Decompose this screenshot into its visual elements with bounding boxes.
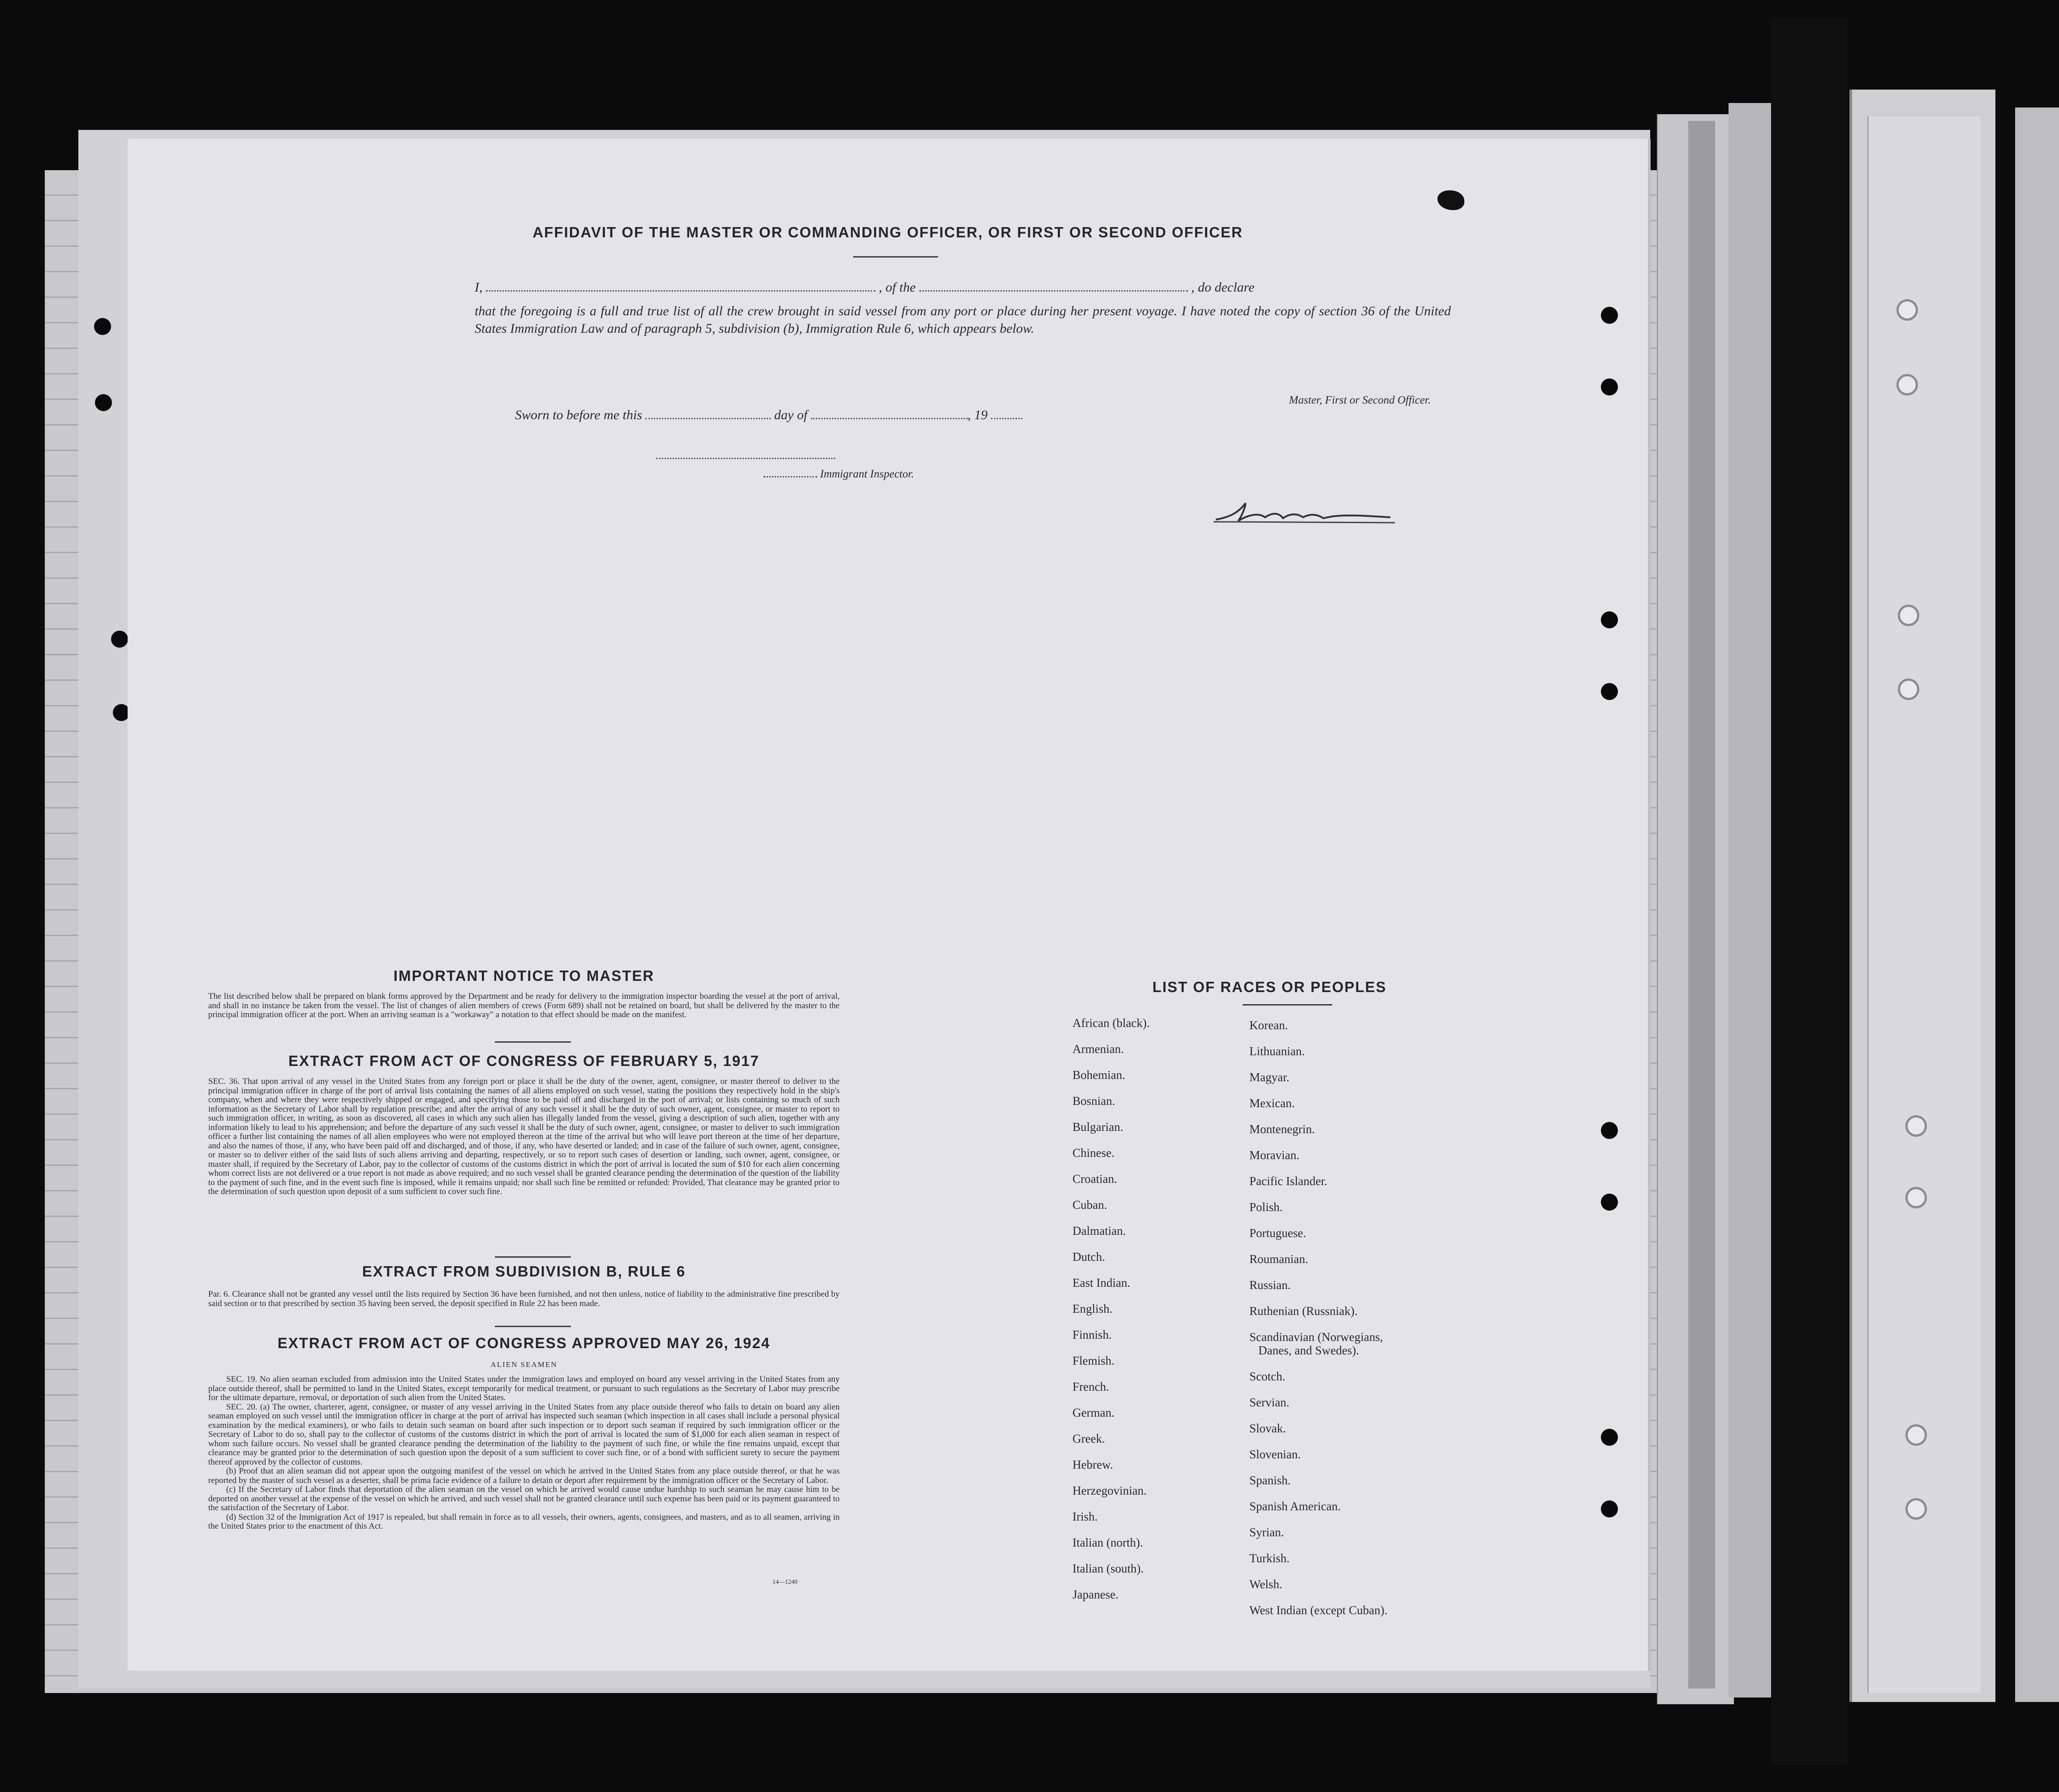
race-item: Italian (south). — [1072, 1562, 1144, 1575]
race-item: Croatian. — [1072, 1172, 1117, 1186]
race-item: Montenegrin. — [1249, 1122, 1315, 1136]
race-item: Polish. — [1249, 1200, 1283, 1214]
notice-text: The list described below shall be prepared on blank forms approved by the Department and be ready for delivery to the immigration inspector boarding the vessel at the port of arrival, and shall in no instance be taken from the vessel. The list of changes of alien members of crews (Form 689) shall not be retained on board, but shall be delivered by the master to the principal immigration officer at the port. When an arriving seaman is a "workaway" a notation to that effect should be made on the manifest. — [208, 992, 840, 1020]
race-item: German. — [1072, 1406, 1115, 1419]
race-item: Irish. — [1072, 1510, 1098, 1523]
sworn-line — [515, 408, 1022, 423]
punch-hole — [1601, 378, 1618, 395]
form-number: 14—1240 — [772, 1579, 798, 1586]
race-item: Herzegovinian. — [1072, 1484, 1147, 1497]
document-page — [128, 139, 1648, 1671]
punch-hole-ring — [1896, 299, 1918, 321]
punch-hole-ring — [1898, 679, 1919, 700]
declare-i-label: I, — [475, 280, 483, 295]
race-item: Spanish. — [1249, 1474, 1291, 1487]
punch-hole — [1601, 1194, 1618, 1211]
sworn-month-field[interactable] — [811, 413, 968, 419]
do-declare-label: , do declare — [1191, 280, 1255, 295]
race-item: Italian (north). — [1072, 1536, 1143, 1549]
inspector-caption-line — [764, 468, 914, 481]
race-item: Bosnian. — [1072, 1094, 1115, 1108]
extract-1917-title: EXTRACT FROM ACT OF CONGRESS OF FEBRUARY 5, 1917 — [288, 1053, 759, 1069]
section-divider — [495, 1256, 571, 1258]
extract-rule6-title: EXTRACT FROM SUBDIVISION B, RULE 6 — [362, 1263, 686, 1280]
section-20b-paragraph: (b) Proof that an alien seaman did not appear upon the outgoing manifest of the vessel on which he arrived in the United States from any place outside thereof, or that he was reported by the master of such vessel as a deserter, shall be prima facie evidence of a failure to detain or deport after requirement by the immigration officer or the Secretary of Labor. — [208, 1466, 840, 1485]
punch-hole — [1601, 307, 1618, 324]
punch-hole — [1601, 611, 1618, 628]
race-item: East Indian. — [1072, 1276, 1130, 1289]
race-item: Slovak. — [1249, 1422, 1286, 1435]
inspector-signature-field[interactable] — [656, 458, 835, 459]
sworn-label: Sworn to before me this — [515, 408, 642, 422]
race-item: Spanish American. — [1249, 1500, 1341, 1513]
day-of-label: day of — [774, 408, 808, 422]
races-title: LIST OF RACES OR PEOPLES — [1152, 979, 1387, 995]
punch-hole — [111, 631, 128, 648]
inspector-caption: Immigrant Inspector. — [820, 468, 914, 480]
notice-title: IMPORTANT NOTICE TO MASTER — [393, 967, 655, 984]
race-item: Bulgarian. — [1072, 1120, 1124, 1134]
race-item: Armenian. — [1072, 1042, 1124, 1056]
punch-hole — [1601, 1500, 1618, 1517]
punch-hole-ring — [1896, 374, 1918, 395]
race-item: Russian. — [1249, 1278, 1291, 1292]
signature-caption: Master, First or Second Officer. — [1289, 394, 1431, 406]
section-20a-paragraph: SEC. 20. (a) The owner, charterer, agent, consignee, or master of any vessel arriving in the United States from any place outside thereof who fails to detain on board any alien seaman employed on such vessel until the immigration officer in charge at the port of arrival has inspected such seaman (which inspection in all cases shall include a personal physical examination by the medical examiners), or who fails to detain such seaman on board after such inspection or to deport such seaman if required by such immigration officer or the Secretary of Labor to do so, shall pay to the collector of customs of the customs district in which the port of arrival is located the sum of $1,000 for each alien seaman in respect of whom such failure occurs. No vessel shall be granted clearance pending the determination of the liability to the payment of such fine, or while the fine remains unpaid, except that clearance may be granted prior to the determination of such question upon the deposit of a sum sufficient to cover such fine, or of a bond with sufficient surety to secure the payment thereof approved by the collector of customs. — [208, 1402, 840, 1467]
section-20d-paragraph: (d) Section 32 of the Immigration Act of 1917 is repealed, but shall remain in force as to all vessels, their owners, agents, consignees, and masters, and as to all seamen, arriving in the United States prior to the enactment of this Act. — [208, 1512, 840, 1531]
dark-gap — [1771, 18, 1847, 1765]
extract-1924-title: EXTRACT FROM ACT OF CONGRESS APPROVED MAY 26, 1924 — [277, 1335, 771, 1351]
master-signature — [1211, 495, 1399, 531]
section-20c-paragraph: (c) If the Secretary of Labor finds that deportation of the alien seaman on the vessel on which he arrived would cause undue hardship to such seaman he may cause him to be deported on another vessel at the expense of the vessel on which he arrived, and such vessel shall not be granted clearance until such expense has been paid or its payment guaranteed to the satisfaction of the Secretary of Labor. — [208, 1485, 840, 1513]
race-item: West Indian (except Cuban). — [1249, 1603, 1388, 1617]
race-item: Flemish. — [1072, 1354, 1115, 1367]
sworn-date-field[interactable] — [645, 413, 771, 419]
race-item: Scandinavian (Norwegians, — [1249, 1330, 1383, 1344]
race-item: Dalmatian. — [1072, 1224, 1126, 1238]
sworn-year-field[interactable] — [991, 413, 1022, 419]
race-item: Danes, and Swedes). — [1258, 1344, 1359, 1357]
punch-hole-ring — [1905, 1187, 1927, 1208]
race-item: Bohemian. — [1072, 1068, 1125, 1082]
race-item: African (black). — [1072, 1016, 1150, 1030]
section-divider — [495, 1326, 571, 1327]
adjacent-page-edge — [2015, 107, 2059, 1702]
race-item: Hebrew. — [1072, 1458, 1113, 1471]
race-item: Ruthenian (Russniak). — [1249, 1304, 1358, 1318]
race-item: Turkish. — [1249, 1551, 1290, 1565]
punch-hole-ring — [1905, 1115, 1927, 1137]
year-prefix-label: , 19 — [967, 408, 988, 422]
title-divider — [853, 256, 938, 258]
race-item: English. — [1072, 1302, 1113, 1315]
race-item: Cuban. — [1072, 1198, 1107, 1212]
punch-hole — [94, 318, 111, 335]
master-name-field[interactable] — [486, 286, 875, 292]
ink-blot — [1437, 190, 1464, 210]
affidavit-title: AFFIDAVIT OF THE MASTER OR COMMANDING OFFICER, OR FIRST OR SECOND OFFICER — [532, 224, 1243, 241]
race-item: Moravian. — [1249, 1148, 1300, 1162]
punch-hole — [1601, 1429, 1618, 1446]
races-divider — [1243, 1004, 1332, 1006]
race-item: Chinese. — [1072, 1146, 1115, 1160]
adjacent-page-right-inner — [1867, 116, 1981, 1693]
section-19-paragraph: SEC. 19. No alien seaman excluded from admission into the United States under the immigration laws and employed on board any vessel arriving in the United States from any place outside thereof, shall be permitted to land in the United States, except temporarily for medical treatment, or pursuant to such regulations as the Secretary of Labor may prescribe for the ultimate departure, removal, or deportation of such alien from the United States. — [208, 1375, 840, 1403]
race-item: Mexican. — [1249, 1096, 1295, 1110]
punch-hole — [95, 394, 112, 411]
extract-1924-subtitle: ALIEN SEAMEN — [490, 1360, 558, 1369]
extract-rule6-text: Par. 6. Clearance shall not be granted any vessel until the lists required by Section 36 have been furnished, and not then unless, notice of liability to the administrative fine prescribed by said section or to that prescribed by section 35 having been served, the deposit specified in Rule 22 has been made. — [208, 1289, 840, 1308]
section-divider — [495, 1041, 571, 1043]
inspector-field[interactable] — [764, 472, 817, 477]
punch-hole — [1601, 1122, 1618, 1139]
extract-1924-body — [208, 1375, 840, 1531]
race-item: Japanese. — [1072, 1588, 1119, 1601]
punch-hole-ring — [1898, 605, 1919, 626]
punch-hole — [1601, 683, 1618, 700]
race-item: Syrian. — [1249, 1526, 1284, 1539]
affidavit-declaration-line — [475, 280, 1451, 295]
race-item: Greek. — [1072, 1432, 1105, 1445]
race-item: Welsh. — [1249, 1577, 1283, 1591]
race-item: Slovenian. — [1249, 1448, 1301, 1461]
punch-hole-ring — [1905, 1498, 1927, 1520]
vessel-name-field[interactable] — [919, 286, 1188, 292]
sheet-edge-right-2 — [1729, 103, 1771, 1697]
race-item: Magyar. — [1249, 1070, 1290, 1084]
race-item: Finnish. — [1072, 1328, 1112, 1341]
punch-hole-ring — [1905, 1424, 1927, 1446]
race-item: Roumanian. — [1249, 1252, 1308, 1266]
race-item: Lithuanian. — [1249, 1044, 1305, 1058]
race-item: Korean. — [1249, 1018, 1288, 1032]
sheet-edge-shadow — [1688, 121, 1715, 1689]
race-item: French. — [1072, 1380, 1109, 1393]
race-item: Servian. — [1249, 1396, 1290, 1409]
race-item: Scotch. — [1249, 1370, 1286, 1383]
race-item: Dutch. — [1072, 1250, 1105, 1263]
of-the-label: , of the — [879, 280, 916, 295]
race-item: Pacific Islander. — [1249, 1174, 1327, 1188]
extract-1917-text: SEC. 36. That upon arrival of any vessel in the United States from any foreign port or place it shall be the duty of the owner, agent, consignee, or master thereof to deliver to the principal immigration officer in charge of the port of arrival lists containing the names of all aliens employed on such vessel, stating the positions they respectively hold in the ship's company, when and where they were respectively shipped or engaged, and specifying those to be paid off and discharged in the port of arrival; or lists containing so much of such information as the Secretary of Labor shall by regulation prescribe; and after the arrival of any such vessel it shall be the duty of such owner, agent, consignee, or master to report to such immigration officer, in writing, as soon as discovered, all cases in which any such alien has illegally landed from the vessel, giving a description of such alien, together with any information likely to lead to his apprehension; and before the departure of any such vessel it shall be the duty of such owner, agent, consignee, or master to deliver to such immigration officer a further list containing the names of all alien employees who were not employed thereon at the time of the arrival but who will leave port thereon at the time of her departure, and also the names of those, if any, who have been paid off and discharged, and of those, if any, who have deserted or landed; and in case of the failure of such owner, agent, consignee, or master so to deliver either of the said lists of such aliens arriving and departing, respectively, or so to report such cases of desertion or landing, such owner, agent, consignee, or master shall, if required by the Secretary of Labor, pay to the collector of customs of the customs district in which the port of arrival is located the sum of $10 for each alien concerning whom correct lists are not delivered or a true report is not made as above required; and no such vessel shall be granted clearance pending the determination of the question of the liability to the payment of such fine, and in the event such fine is imposed, while it remains unpaid; nor shall such fine be remitted or refunded: Provided, That clearance may be granted prior to the determination of such question upon deposit of a sum sufficient to cover such fine. — [208, 1077, 840, 1197]
affidavit-paragraph: that the foregoing is a full and true list of all the crew brought in said vessel from any port or place during her present voyage. I have noted the copy of section 36 of the United States Immigration Law and of paragraph 5, subdivision (b), Immigration Rule 6, which appears below. — [475, 304, 1451, 336]
race-item: Portuguese. — [1249, 1226, 1306, 1240]
